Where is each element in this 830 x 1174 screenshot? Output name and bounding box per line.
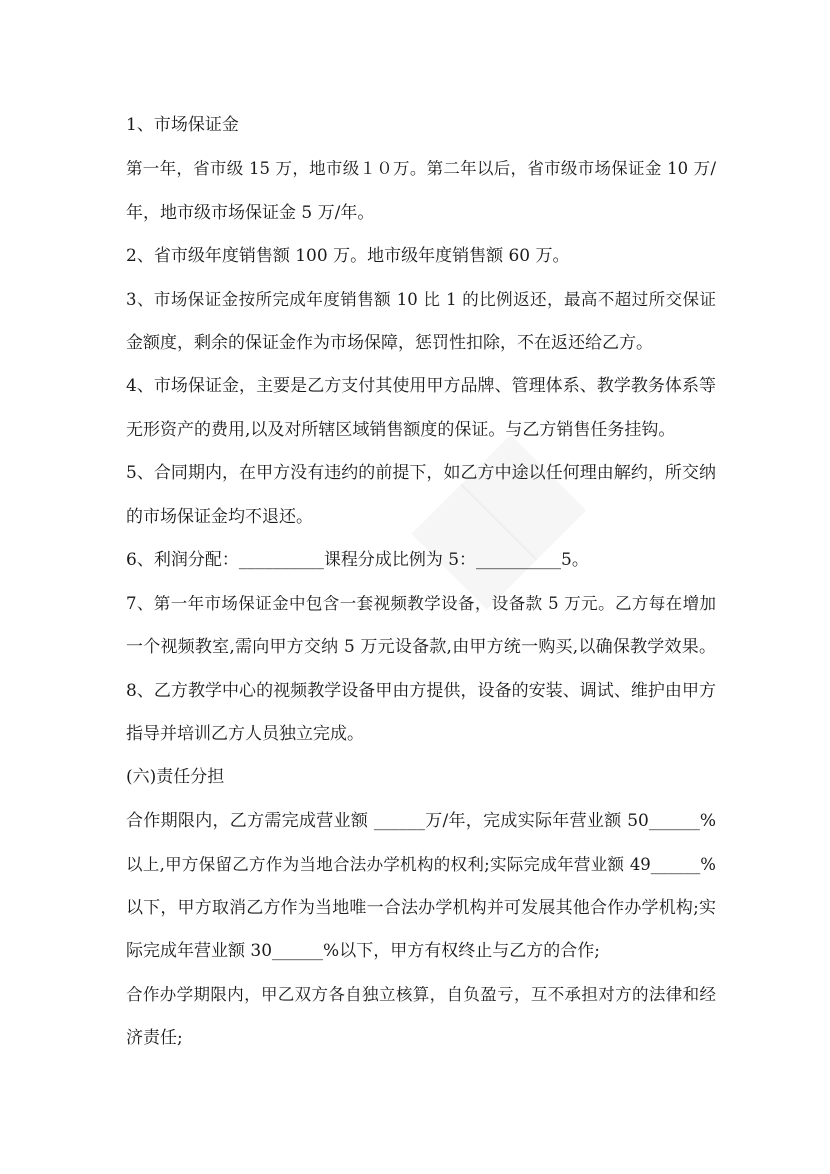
paragraph-line: 际完成年营业额 30______%以下，甲方有权终止与乙方的合作; [126,941,600,961]
paragraph-line: 7、第一年市场保证金中包含一套视频教学设备，设备款 5 万元。乙方每在增加 [126,594,716,613]
paragraph-line: 6、利润分配：__________课程分成比例为 5：__________5。 [126,550,589,570]
paragraph-line: 金额度，剩余的保证金作为市场保障，惩罚性扣除，不在返还给乙方。 [126,333,653,353]
paragraph-line: 8、乙方教学中心的视频教学设备甲由方提供，设备的安装、调试、维护由甲方 [126,681,716,701]
paragraph-line: 4、市场保证金，主要是乙方支付其使用甲方品牌、管理体系、教学教务体系等 [126,376,716,396]
paragraph-line: 合作办学期限内，甲乙双方各自独立核算，自负盈亏，互不承担对方的法律和经 [126,985,716,1004]
paragraph-line: 指导并培训乙方人员独立完成。 [126,724,364,744]
paragraph-line: 2、省市级年度销售额 100 万。地市级年度销售额 60 万。 [126,246,570,266]
paragraph-line: 年，地市级市场保证金 5 万/年。 [126,203,375,223]
paragraph-line: 3、市场保证金按所完成年度销售额 10 比 1 的比例返还，最高不超过所交保证 [126,290,716,309]
paragraph-line: 以下，甲方取消乙方作为当地唯一合法办学机构并可发展其他合作办学机构;实 [126,898,716,918]
paragraph-line: 5、合同期内，在甲方没有违约的前提下，如乙方中途以任何理由解约，所交纳 [126,463,716,483]
paragraph-line: 的市场保证金均不退还。 [126,507,313,527]
paragraph-line: 一个视频教室,需向甲方交纳 5 万元设备款,由甲方统一购买,以确保教学效果。 [126,637,716,657]
paragraph-line: 济责任; [126,1028,183,1048]
paragraph-line: 第一年，省市级 15 万，地市级１０万。第二年以后，省市级市场保证金 10 万/ [126,159,716,178]
paragraph-line: 合作期限内，乙方需完成营业额 ______万/年，完成实际年营业额 50______% [126,811,716,831]
heading-responsibility: (六)责任分担 [126,767,225,787]
heading-market-deposit: 1、市场保证金 [126,115,239,135]
paragraph-line: 无形资产的费用,以及对所辖区域销售额度的保证。与乙方销售任务挂钩。 [126,420,676,440]
paragraph-line: 以上,甲方保留乙方作为当地合法办学机构的权利;实际完成年营业额 49______% [126,855,716,874]
